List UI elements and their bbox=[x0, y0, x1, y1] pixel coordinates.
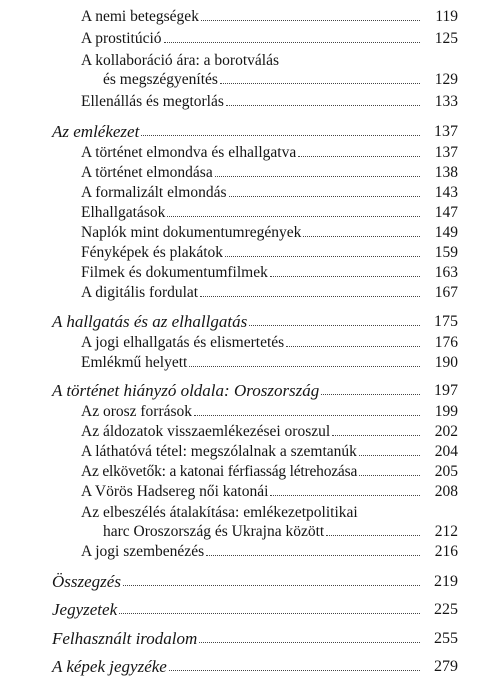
toc-chapter bbox=[0, 311, 496, 330]
toc-entry-page: 119 bbox=[435, 8, 458, 25]
toc-entry-page: 208 bbox=[434, 483, 458, 500]
toc-entry bbox=[0, 222, 496, 241]
toc-entry-page: 138 bbox=[434, 164, 458, 181]
toc-chapter-title: A hallgatás és az elhallgatás bbox=[52, 312, 248, 331]
toc-chapter bbox=[0, 656, 496, 675]
toc-entry-title: Naplók mint dokumentumregények bbox=[81, 224, 302, 241]
toc-entry bbox=[0, 182, 496, 201]
toc-chapter bbox=[0, 121, 496, 140]
toc-entry bbox=[0, 91, 496, 110]
dot-leader bbox=[298, 156, 420, 157]
toc-entry-title-line: A kollaboráció ára: a borotválás bbox=[81, 52, 279, 69]
toc-entry-page: 202 bbox=[434, 423, 458, 440]
dot-leader bbox=[206, 555, 420, 556]
toc-chapter-page: 137 bbox=[434, 123, 458, 140]
toc-entry bbox=[0, 481, 496, 500]
toc-chapter-page: 175 bbox=[434, 313, 458, 330]
dot-leader bbox=[220, 83, 420, 84]
toc-entry-title: A Vörös Hadsereg női katonái bbox=[81, 483, 269, 500]
toc-entry-title: Fényképek és plakátok bbox=[81, 244, 224, 261]
dot-leader bbox=[119, 613, 420, 614]
toc-entry-title: A formalizált elmondás bbox=[81, 184, 227, 201]
toc-entry-title: Emlékmű helyett bbox=[81, 354, 188, 371]
toc-entry-page: 216 bbox=[434, 543, 458, 560]
toc-chapter-title: Összegzés bbox=[52, 572, 121, 591]
toc-entry bbox=[0, 421, 496, 440]
toc-entry-title: Az elkövetők: a katonai férfiasság létrehozása bbox=[81, 463, 358, 480]
toc-entry bbox=[0, 202, 496, 221]
dot-leader bbox=[321, 394, 420, 395]
toc-entry-title: Ellenállás és megtorlás bbox=[81, 93, 224, 110]
toc-entry-page: 190 bbox=[434, 354, 458, 371]
toc-entry-title: és megszégyenítés bbox=[103, 71, 218, 88]
dot-leader bbox=[167, 216, 420, 217]
dot-leader bbox=[200, 296, 420, 297]
toc-entry-title: A történet elmondása bbox=[81, 164, 213, 181]
toc-entry-page: 167 bbox=[434, 284, 458, 301]
dot-leader bbox=[249, 325, 420, 326]
toc-entry bbox=[0, 461, 496, 480]
toc-entry bbox=[0, 441, 496, 460]
toc-chapter-page: 219 bbox=[434, 573, 458, 590]
toc-entry-page: 149 bbox=[434, 224, 458, 241]
toc-entry-title-line: Az elbeszélés átalakítása: emlékezetpolitikai bbox=[81, 504, 358, 521]
toc-chapter-page: 279 bbox=[434, 658, 458, 675]
toc-entry bbox=[0, 352, 496, 371]
toc-entry bbox=[0, 69, 496, 88]
toc-entry bbox=[0, 332, 496, 351]
toc-entry bbox=[0, 262, 496, 281]
dot-leader bbox=[164, 42, 420, 43]
toc-entry-page: 205 bbox=[434, 463, 458, 480]
toc-chapter-page: 225 bbox=[434, 601, 458, 618]
dot-leader bbox=[270, 276, 420, 277]
dot-leader bbox=[201, 20, 420, 21]
toc-chapter bbox=[0, 599, 496, 618]
toc-chapter-title: A képek jegyzéke bbox=[52, 657, 167, 676]
toc-chapter-page: 197 bbox=[434, 382, 458, 399]
toc-entry-title: A láthatóvá tétel: megszólalnak a szemtanúk bbox=[81, 443, 357, 460]
toc-entry-page: 125 bbox=[434, 30, 458, 47]
dot-leader bbox=[286, 346, 420, 347]
dot-leader bbox=[226, 105, 420, 106]
dot-leader bbox=[225, 256, 420, 257]
toc-entry bbox=[0, 401, 496, 420]
toc-entry bbox=[0, 282, 496, 301]
toc-entry bbox=[0, 142, 496, 161]
toc-entry-page: 163 bbox=[434, 264, 458, 281]
toc-entry-page: 204 bbox=[434, 443, 458, 460]
dot-leader bbox=[229, 196, 421, 197]
toc-entry bbox=[0, 28, 496, 47]
dot-leader bbox=[169, 670, 420, 671]
toc-entry-title: A jogi elhallgatás és elismertetés bbox=[81, 334, 285, 351]
dot-leader bbox=[359, 475, 420, 476]
toc-chapter bbox=[0, 628, 496, 647]
toc-entry-page: 212 bbox=[434, 523, 458, 540]
dot-leader bbox=[270, 495, 420, 496]
toc-entry-page: 143 bbox=[434, 184, 458, 201]
dot-leader bbox=[332, 435, 420, 436]
toc-entry-page: 129 bbox=[434, 71, 458, 88]
toc-entry-title: Filmek és dokumentumfilmek bbox=[81, 264, 268, 281]
toc-entry-title: Elhallgatások bbox=[81, 204, 166, 221]
toc-chapter-title: Jegyzetek bbox=[52, 600, 118, 619]
toc-entry-title: A történet elmondva és elhallgatva bbox=[81, 144, 297, 161]
toc-entry-page: 199 bbox=[434, 403, 458, 420]
toc-chapter-page: 255 bbox=[434, 630, 458, 647]
toc-entry-title: Az orosz források bbox=[81, 403, 193, 420]
toc-chapter bbox=[0, 571, 496, 590]
toc-entry bbox=[0, 242, 496, 261]
dot-leader bbox=[326, 535, 420, 536]
dot-leader bbox=[303, 236, 420, 237]
toc-entry-title: harc Oroszország és Ukrajna között bbox=[103, 523, 325, 540]
toc-chapter-title: Az emlékezet bbox=[52, 122, 140, 141]
toc-entry-title: Az áldozatok visszaemlékezései oroszul bbox=[81, 423, 331, 440]
toc-entry bbox=[0, 521, 496, 540]
dot-leader bbox=[359, 455, 420, 456]
toc-entry bbox=[0, 162, 496, 181]
dot-leader bbox=[123, 585, 420, 586]
toc-entry-page: 176 bbox=[434, 334, 458, 351]
dot-leader bbox=[141, 135, 420, 136]
dot-leader bbox=[199, 642, 420, 643]
toc-entry-title: A prostitúció bbox=[81, 30, 162, 47]
dot-leader bbox=[215, 176, 420, 177]
toc-entry-page: 147 bbox=[434, 204, 458, 221]
toc-entry-page: 159 bbox=[434, 244, 458, 261]
toc-entry-title: A digitális fordulat bbox=[81, 284, 199, 301]
toc-entry bbox=[0, 6, 496, 25]
dot-leader bbox=[189, 366, 420, 367]
toc-entry-page: 133 bbox=[434, 93, 458, 110]
toc-chapter-title: Felhasznált irodalom bbox=[52, 629, 198, 648]
toc-entry-page: 137 bbox=[434, 144, 458, 161]
toc-chapter-title: A történet hiányzó oldala: Oroszország bbox=[52, 381, 320, 400]
toc-chapter bbox=[0, 380, 496, 399]
toc-entry bbox=[0, 541, 496, 560]
toc-entry-title: A nemi betegségek bbox=[81, 8, 199, 25]
toc-entry-title: A jogi szembenézés bbox=[81, 543, 205, 560]
dot-leader bbox=[194, 415, 420, 416]
